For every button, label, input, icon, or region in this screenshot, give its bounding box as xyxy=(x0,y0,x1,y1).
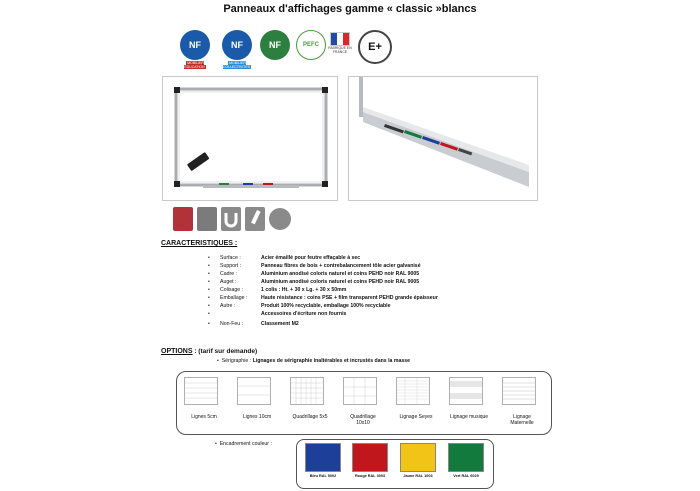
lines-pattern-icon xyxy=(237,377,271,405)
color-option-jaune[interactable]: Jaune RAL 1003 xyxy=(400,443,436,478)
color-option-vert[interactable]: Vert RAL 6029 xyxy=(448,443,484,478)
magnet-icon xyxy=(221,207,241,231)
pattern-option-quadrillage-10x10[interactable]: Quadrillage 10x10 xyxy=(343,377,383,426)
spec-row: • Support : Panneau fibres de bois + contrebalancement tôle acier galvanisé xyxy=(208,263,421,269)
emissions-a-plus-logo: E+ xyxy=(358,30,392,64)
yellow-swatch xyxy=(400,443,436,472)
grid-pattern-icon xyxy=(343,377,377,405)
whiteboard-illustration xyxy=(163,77,337,200)
recycle-icon xyxy=(269,208,291,230)
spec-row: • Autre : Produit 100% recyclable, emballage 100% recyclable xyxy=(208,303,391,309)
options-heading-suffix: : (tarif sur demande) xyxy=(194,348,258,355)
grid-pattern-icon xyxy=(290,377,324,405)
red-swatch xyxy=(352,443,388,472)
nf-environnement-logo: NF xyxy=(260,30,290,64)
page-title: Panneaux d'affichages gamme « classic »blancs xyxy=(223,3,477,15)
pattern-option-lignes-10cm[interactable]: Lignes 10cm xyxy=(237,377,277,420)
serigraphie-row: • Sérigraphie : Lignages de sérigraphie inaltérables et incrustés dans la masse xyxy=(217,358,410,364)
music-pattern-icon xyxy=(449,377,483,405)
spec-row: • Cadre : Aluminium anodisé coloris naturel et coins PEHD noir RAL 9005 xyxy=(208,271,420,277)
pattern-option-lignage-musique[interactable]: Lignage musique xyxy=(449,377,489,420)
color-option-bleu[interactable]: Bleu RAL 5002 xyxy=(305,443,341,478)
spec-row: • Colisage : 1 colis : Ht. + 30 x Lg. + 30 x 50mm xyxy=(208,287,347,293)
options-heading-line xyxy=(161,348,257,355)
fabrique-en-france-flag: FABRIQUE EN FRANCE xyxy=(328,30,352,64)
spec-row: • Emballage : Haute résistance : coins PSE + film transparent PEHD grande épaisseur xyxy=(208,295,438,301)
nf-mobilier-collectivites-logo: NF MOBILIER COLLECTIVITES xyxy=(218,30,256,64)
blue-swatch xyxy=(305,443,341,472)
spec-row: • Auget : Aluminium anodisé coloris naturel et coins PEHD noir RAL 9005 xyxy=(208,279,420,285)
seyes-pattern-icon xyxy=(396,377,430,405)
green-swatch xyxy=(448,443,484,472)
whiteboard-photo xyxy=(162,76,338,201)
maternelle-pattern-icon xyxy=(502,377,536,405)
spec-row: • Surface : Acier émaillé pour feutre effaçable à sec xyxy=(208,255,361,261)
nf-mobilier-education-logo: NF MOBILIER EDUCATION xyxy=(176,30,214,64)
pefc-logo: PEFC xyxy=(296,30,326,64)
email-icon xyxy=(197,207,217,231)
tray-closeup-illustration xyxy=(349,77,537,200)
lines-pattern-icon xyxy=(184,377,218,405)
pattern-option-lignage-seyes[interactable]: Lignage Seyes xyxy=(396,377,436,420)
pattern-option-lignes-5cm[interactable]: Lignes 5cm xyxy=(184,377,224,420)
color-option-rouge[interactable]: Rouge RAL 3003 xyxy=(352,443,388,478)
encadrement-row: • Encadrement couleur : xyxy=(215,441,272,447)
marker-icon xyxy=(245,207,265,231)
spec-row: • Non-Feu : Classement M2 xyxy=(208,321,299,327)
pattern-option-lignage-maternelle[interactable]: Lignage Maternelle xyxy=(502,377,542,426)
surface-emaillee-icon xyxy=(173,207,193,231)
spec-row: • Accessoires d'écriture non fournis xyxy=(208,311,347,317)
caracteristiques-heading: CARACTERISTIQUES : xyxy=(161,240,238,247)
marker-tray-photo xyxy=(348,76,538,201)
options-heading: OPTIONS xyxy=(161,348,193,355)
pattern-option-quadrillage-5x5[interactable]: Quadrillage 5x5 xyxy=(290,377,330,420)
